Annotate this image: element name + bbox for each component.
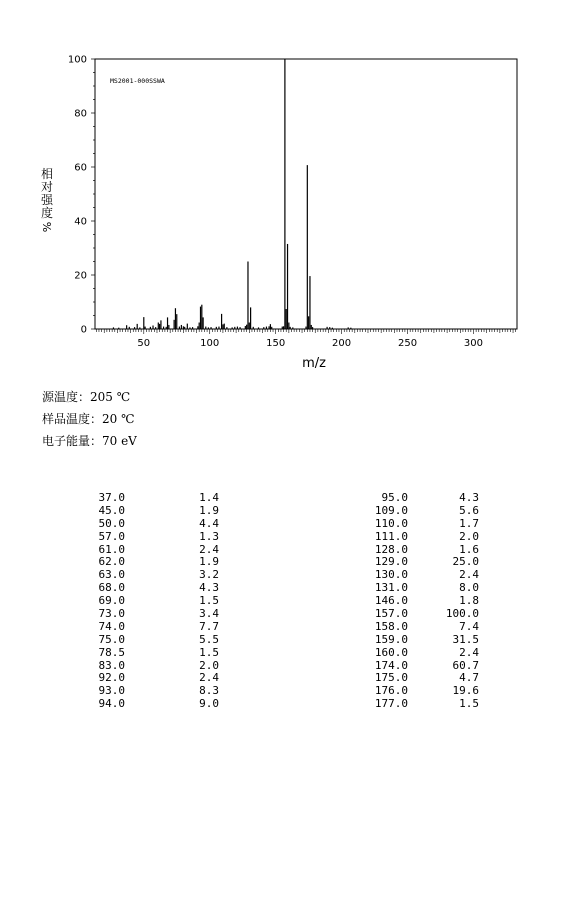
peak-intensity: 4.7 [459, 671, 479, 685]
peak-intensity: 2.0 [459, 529, 479, 543]
peak-intensity: 8.3 [199, 684, 219, 698]
peak-mz: 131.0 [374, 581, 408, 595]
peak-intensity: 2.4 [459, 645, 479, 659]
y-axis-label-char: 相 [40, 167, 54, 181]
y-axis-label-char: 对 [40, 180, 54, 194]
peak-mz: 157.0 [374, 607, 408, 621]
peak-intensity: 2.4 [199, 542, 219, 556]
y-tick-label: 60 [74, 162, 87, 174]
peak-mz: 74.0 [98, 619, 125, 633]
peak-mz: 175.0 [374, 671, 408, 685]
peak-mz: 37.0 [98, 491, 125, 504]
peak-mz: 62.0 [98, 555, 125, 569]
mass-spectrum-chart [0, 0, 570, 380]
peak-mz: 92.0 [98, 671, 125, 685]
peak-intensity: 3.2 [199, 568, 219, 582]
peak-intensity: 25.0 [452, 555, 479, 569]
peak-intensity: 19.6 [452, 684, 479, 698]
peak-intensity: 5.5 [199, 632, 219, 646]
peak-intensity: 8.0 [459, 581, 479, 595]
y-tick-label: 20 [74, 270, 87, 282]
peak-intensity: 7.7 [199, 619, 219, 633]
peak-mz: 75.0 [98, 632, 125, 646]
peak-mz: 177.0 [374, 697, 408, 711]
peak-intensity: 5.6 [459, 503, 479, 517]
peak-intensity: 1.3 [199, 529, 219, 543]
peak-mz: 68.0 [98, 581, 125, 595]
peak-intensity: 4.4 [199, 516, 219, 530]
peak-intensity: 1.5 [199, 645, 219, 659]
peak-intensity: 60.7 [452, 658, 479, 672]
peak-mz: 160.0 [374, 645, 408, 659]
x-tick-label: 300 [463, 338, 484, 349]
peak-mz: 129.0 [374, 555, 408, 569]
peak-mz: 93.0 [98, 684, 125, 698]
peak-mz: 63.0 [98, 568, 125, 582]
peak-intensity: 31.5 [452, 632, 479, 646]
y-tick-label: 100 [67, 54, 87, 66]
y-axis-label-char: 度 [40, 206, 54, 220]
x-tick-label: 200 [332, 338, 352, 349]
peak-intensity: 1.9 [199, 555, 219, 569]
peak-mz: 174.0 [374, 658, 408, 672]
peak-mz: 69.0 [98, 594, 125, 608]
peak-intensity: 2.4 [459, 568, 479, 582]
peak-intensity: 4.3 [199, 581, 219, 595]
x-tick-label: 100 [200, 338, 220, 349]
spectrum-id: MS2001-000SSWA [110, 77, 165, 85]
peak-intensity: 2.0 [199, 658, 219, 672]
y-tick-label: 40 [74, 216, 87, 228]
peak-mz: 57.0 [98, 529, 125, 543]
y-axis-label-char: 强 [40, 193, 54, 207]
y-axis-label-char: % [40, 221, 53, 233]
peak-intensity: 1.5 [459, 697, 479, 711]
peak-intensity: 9.0 [199, 697, 219, 711]
peak-mz: 73.0 [98, 607, 125, 621]
peak-mz: 128.0 [374, 542, 408, 556]
peak-mz: 109.0 [374, 503, 408, 517]
peak-mz: 50.0 [98, 516, 125, 530]
peak-intensity: 100.0 [445, 607, 479, 621]
peak-intensity: 1.4 [199, 491, 219, 504]
peak-intensity: 1.7 [459, 516, 479, 530]
x-axis-label: m/z [302, 356, 326, 371]
x-tick-label: 250 [397, 338, 418, 349]
peak-mz: 61.0 [98, 542, 125, 556]
peak-intensity: 1.6 [459, 542, 479, 556]
x-tick-label: 150 [266, 338, 286, 349]
y-tick-label: 80 [74, 108, 87, 120]
peak-mz: 111.0 [374, 529, 408, 543]
peak-intensity: 2.4 [199, 671, 219, 685]
peak-mz: 146.0 [374, 594, 408, 608]
peak-intensity: 3.4 [199, 607, 219, 621]
peak-mz: 158.0 [374, 619, 408, 633]
x-tick-label: 50 [137, 338, 151, 349]
acquisition-conditions [42, 386, 137, 452]
peak-mz: 78.5 [98, 645, 125, 659]
peak-mz: 45.0 [98, 503, 125, 517]
peak-mz: 95.0 [381, 491, 408, 504]
peak-intensity: 1.8 [459, 594, 479, 608]
peak-intensity: 1.9 [199, 503, 219, 517]
peak-mz: 130.0 [374, 568, 408, 582]
electron-energy: 电子能量：70 eV [42, 434, 137, 448]
peak-mz: 83.0 [98, 658, 125, 672]
plot-frame [95, 59, 517, 329]
peak-mz: 176.0 [374, 684, 408, 698]
peak-mz: 94.0 [98, 697, 125, 711]
peak-mz: 110.0 [374, 516, 408, 530]
peak-intensity: 1.5 [199, 594, 219, 608]
peak-intensity: 4.3 [459, 491, 479, 504]
source-temperature: 源温度：205 ℃ [42, 390, 131, 404]
sample-temperature: 样品温度：20 ℃ [42, 412, 135, 426]
peak-mz: 159.0 [374, 632, 408, 646]
y-tick-label: 0 [80, 324, 87, 336]
peak-intensity: 7.4 [459, 619, 479, 633]
